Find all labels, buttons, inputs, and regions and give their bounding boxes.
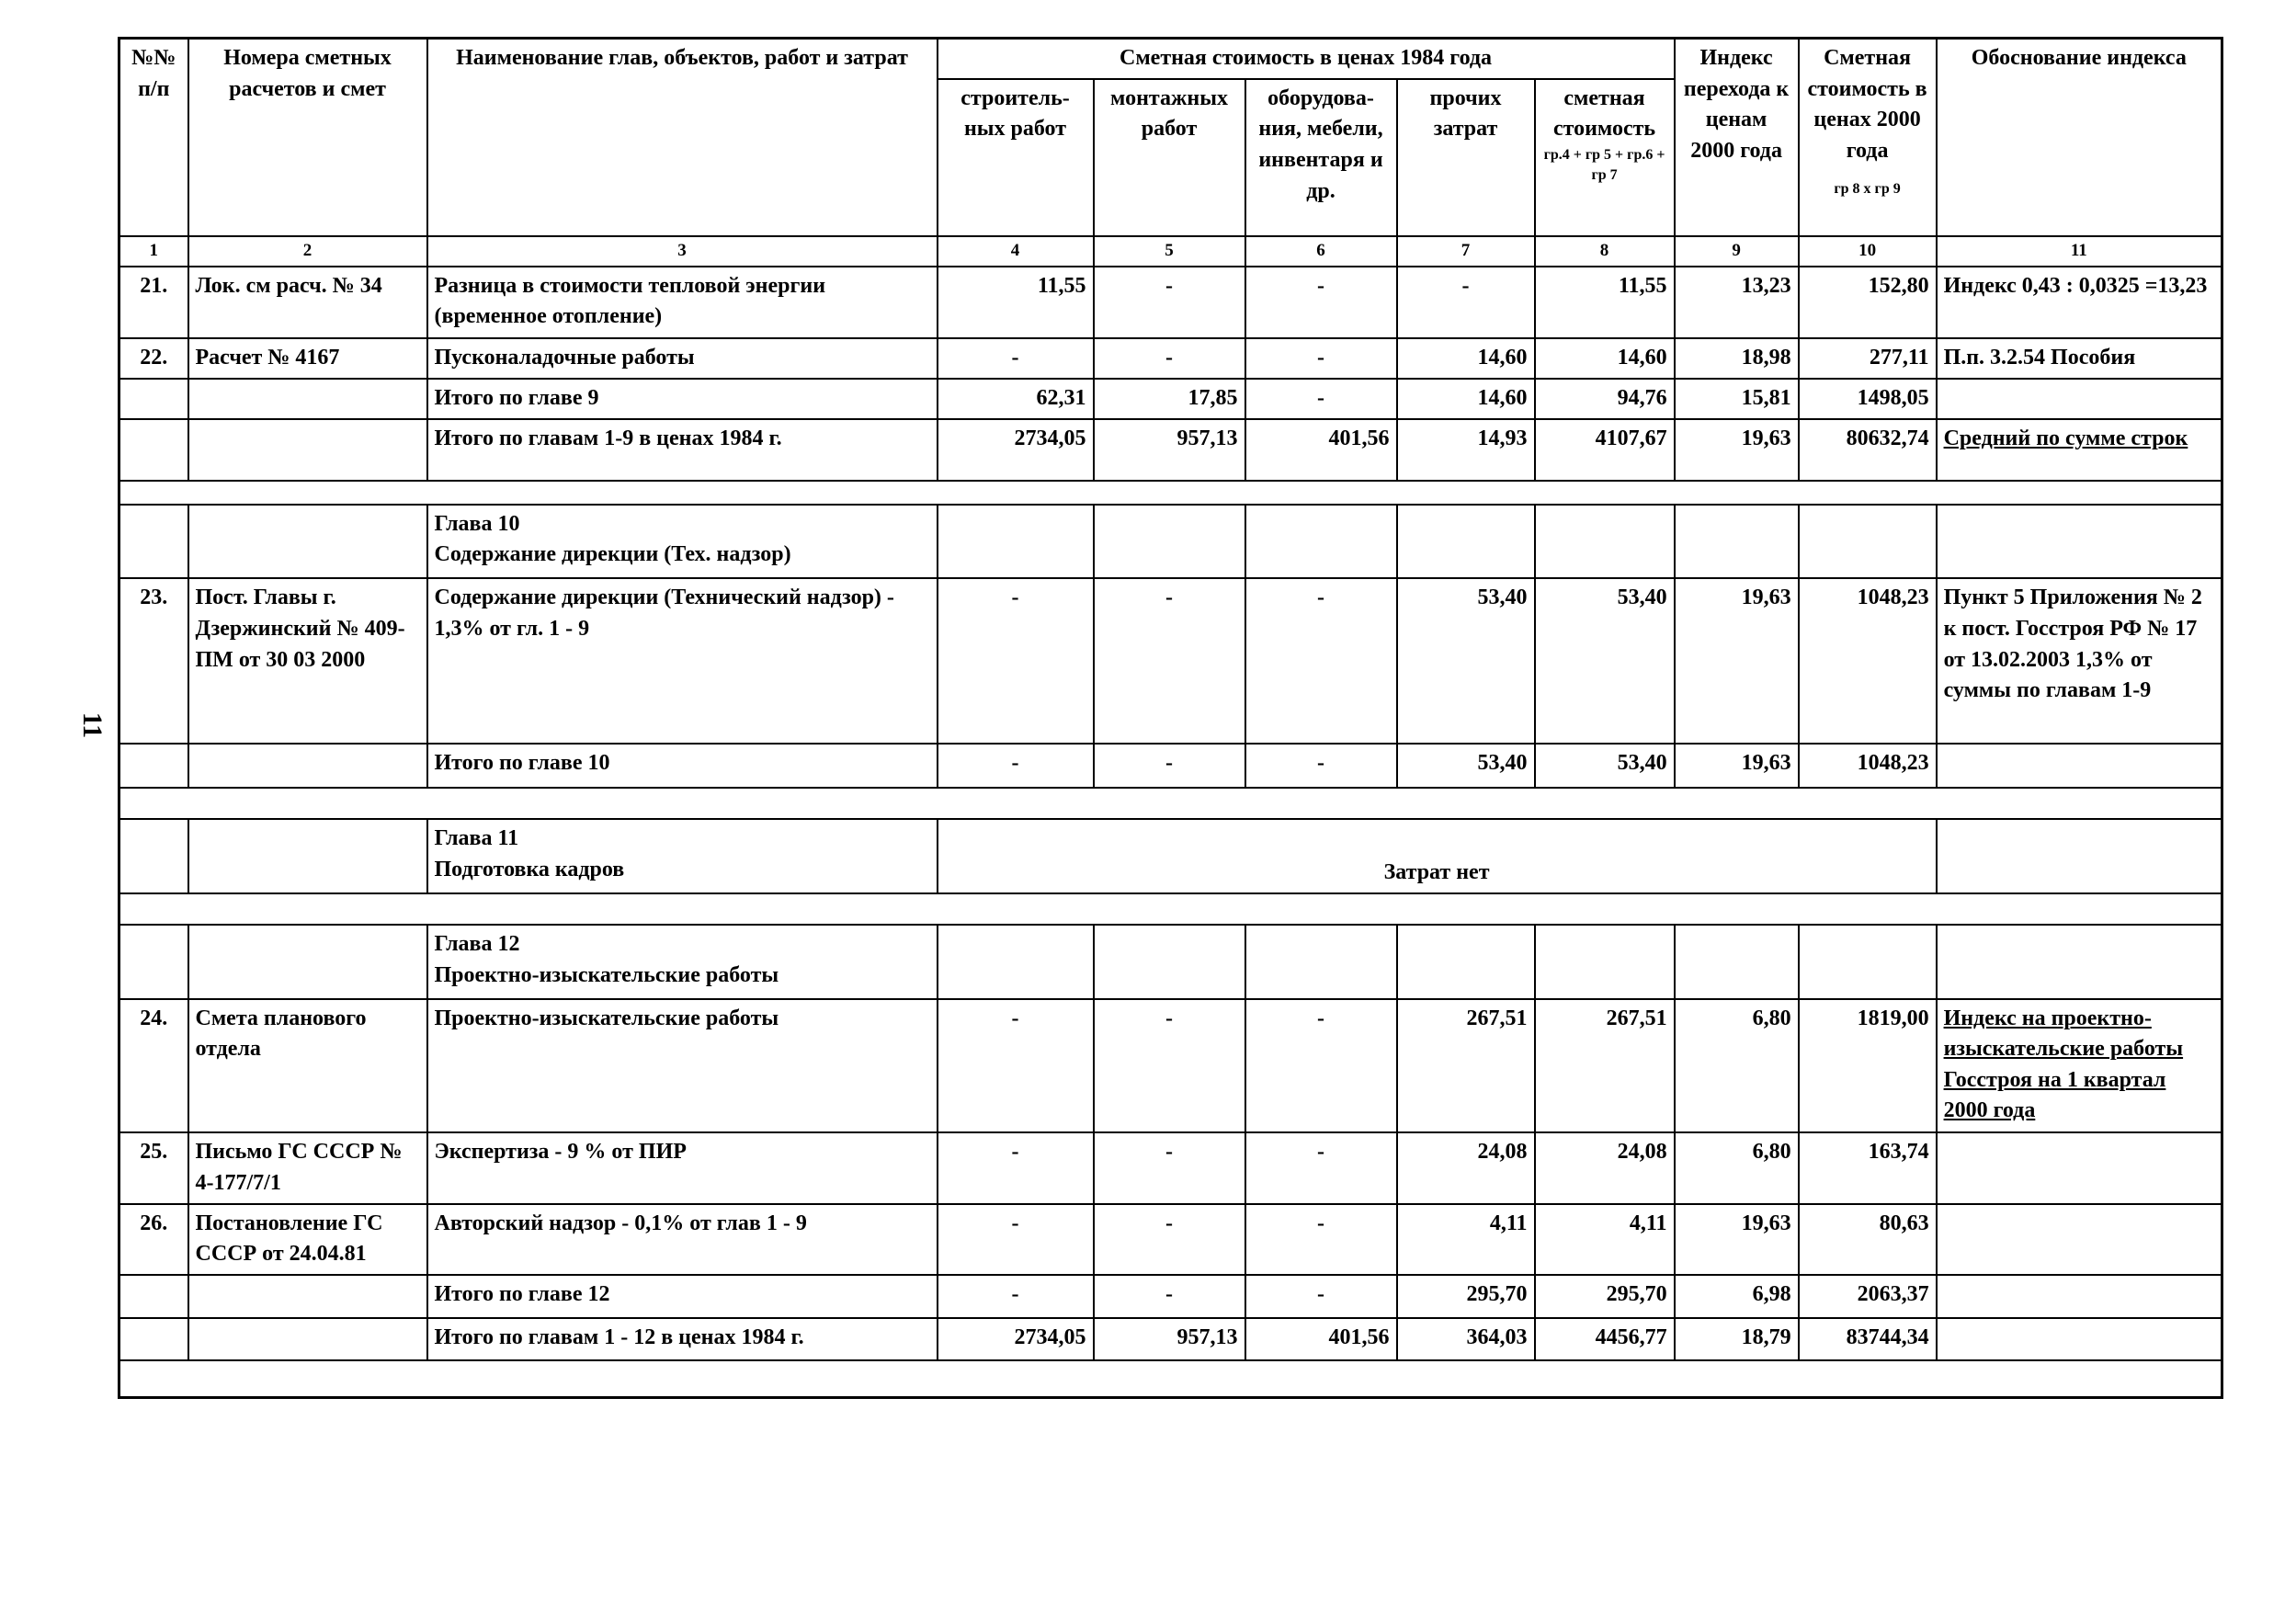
cell-equip: - — [1245, 578, 1397, 743]
empty-cell — [938, 505, 1094, 579]
cell-equip: - — [1245, 267, 1397, 338]
table-row — [119, 338, 2222, 379]
cell-other: 295,70 — [1397, 1275, 1535, 1317]
row-gap — [119, 893, 2222, 925]
cell-mount: - — [1094, 1204, 1245, 1276]
cell-other: 4,11 — [1397, 1204, 1535, 1276]
row-calc: Пост. Главы г. Дзержинский № 409-ПМ от 30 03 2000 — [188, 578, 427, 743]
cell-other: 14,93 — [1397, 419, 1535, 480]
cell-build: - — [938, 1204, 1094, 1276]
empty-cell — [1675, 505, 1799, 579]
chapter-name: Содержание дирекции (Тех. надзор) — [434, 542, 791, 567]
empty-cell — [1799, 925, 1937, 999]
cell-other: 53,40 — [1397, 744, 1535, 788]
empty-cell — [1799, 505, 1937, 579]
row-calc: Постановление ГС СССР от 24.04.81 — [188, 1204, 427, 1276]
chapter-number: Глава 10 — [434, 511, 520, 536]
table-row — [119, 1204, 2222, 1276]
header-mount: монтажных работ — [1094, 79, 1245, 236]
header-basis: Обоснование индекса — [1937, 39, 2222, 237]
cell-cost2000: 163,74 — [1799, 1132, 1937, 1204]
row-name: Итого по главе 10 — [427, 744, 938, 788]
empty-cell — [1937, 505, 2222, 579]
row-name: Пусконаладочные работы — [427, 338, 938, 379]
cell-mount: 957,13 — [1094, 1318, 1245, 1360]
row-num: 24. — [119, 999, 188, 1132]
empty-cell — [1245, 505, 1397, 579]
empty-cell — [1937, 819, 2222, 893]
cell-build: 11,55 — [938, 267, 1094, 338]
empty-cell — [1094, 925, 1245, 999]
cell-equip: - — [1245, 744, 1397, 788]
cell-equip: - — [1245, 1275, 1397, 1317]
cell-equip: 401,56 — [1245, 419, 1397, 480]
cell-index: 19,63 — [1675, 419, 1799, 480]
cell-total: 295,70 — [1535, 1275, 1675, 1317]
cell-index: 15,81 — [1675, 379, 1799, 419]
cell-total: 24,08 — [1535, 1132, 1675, 1204]
header-build: строитель-ных работ — [938, 79, 1094, 236]
cell-cost2000: 152,80 — [1799, 267, 1937, 338]
row-gap — [119, 481, 2222, 505]
colnum-5: 5 — [1094, 236, 1245, 267]
row-num: 25. — [119, 1132, 188, 1204]
empty-cell — [188, 419, 427, 480]
cell-cost2000: 1498,05 — [1799, 379, 1937, 419]
cell-mount: - — [1094, 1275, 1245, 1317]
row-name: Авторский надзор - 0,1% от глав 1 - 9 — [427, 1204, 938, 1276]
header-calc: Номера сметных расчетов и смет — [188, 39, 427, 237]
total-row — [119, 744, 2222, 788]
empty-cell — [1535, 925, 1675, 999]
chapter-title — [427, 925, 938, 999]
row-name: Итого по главе 12 — [427, 1275, 938, 1317]
cell-total: 267,51 — [1535, 999, 1675, 1132]
cell-total: 53,40 — [1535, 744, 1675, 788]
row-gap — [119, 1360, 2222, 1397]
chapter-row — [119, 505, 2222, 579]
cell-basis: П.п. 3.2.54 Пособия — [1937, 338, 2222, 379]
chapter-name: Проектно-изыскательские работы — [434, 962, 779, 987]
cell-build: - — [938, 999, 1094, 1132]
cell-other: 24,08 — [1397, 1132, 1535, 1204]
cell-build: - — [938, 338, 1094, 379]
cell-equip: - — [1245, 338, 1397, 379]
page-number: 11 — [77, 711, 108, 739]
cell-cost2000: 83744,34 — [1799, 1318, 1937, 1360]
empty-cell — [119, 1275, 188, 1317]
cell-equip: - — [1245, 379, 1397, 419]
colnum-8: 8 — [1535, 236, 1675, 267]
chapter-row — [119, 819, 2222, 893]
empty-cell — [1937, 925, 2222, 999]
cell-equip: - — [1245, 1132, 1397, 1204]
cell-other: 14,60 — [1397, 379, 1535, 419]
cell-other: 53,40 — [1397, 578, 1535, 743]
cell-basis — [1937, 1204, 2222, 1276]
header-other: прочих затрат — [1397, 79, 1535, 236]
cell-index: 19,63 — [1675, 1204, 1799, 1276]
chapter-number: Глава 11 — [434, 826, 519, 851]
row-name: Итого по главе 9 — [427, 379, 938, 419]
cell-build: - — [938, 744, 1094, 788]
empty-cell — [1937, 1275, 2222, 1317]
total-row — [119, 1275, 2222, 1317]
row-num: 21. — [119, 267, 188, 338]
empty-cell — [188, 819, 427, 893]
row-name: Проектно-изыскательские работы — [427, 999, 938, 1132]
row-gap — [119, 788, 2222, 819]
cell-basis — [1937, 1132, 2222, 1204]
empty-cell — [1937, 744, 2222, 788]
table-row — [119, 267, 2222, 338]
cell-mount: - — [1094, 267, 1245, 338]
cell-cost2000: 80632,74 — [1799, 419, 1937, 480]
cell-basis: Пункт 5 Приложения № 2 к пост. Госстроя РФ № 17 от 13.02.2003 1,3% от суммы по главам 1-9 — [1937, 578, 2222, 743]
header-num: №№ п/п — [119, 39, 188, 237]
chapter-number: Глава 12 — [434, 932, 520, 956]
header-cost2000 — [1799, 39, 1937, 237]
cell-index: 19,63 — [1675, 578, 1799, 743]
cell-total: 94,76 — [1535, 379, 1675, 419]
chapter-title — [427, 819, 938, 893]
cell-build: - — [938, 1132, 1094, 1204]
table-row — [119, 999, 2222, 1132]
cell-equip: - — [1245, 1204, 1397, 1276]
cell-mount: - — [1094, 578, 1245, 743]
empty-cell — [1245, 925, 1397, 999]
no-costs-note: Затрат нет — [938, 819, 1937, 893]
empty-cell — [119, 379, 188, 419]
cell-build: 2734,05 — [938, 1318, 1094, 1360]
cell-total: 11,55 — [1535, 267, 1675, 338]
cell-other: 267,51 — [1397, 999, 1535, 1132]
table-row — [119, 1132, 2222, 1204]
cell-other: 364,03 — [1397, 1318, 1535, 1360]
total-row — [119, 419, 2222, 480]
empty-cell — [119, 925, 188, 999]
empty-cell — [1937, 1318, 2222, 1360]
cell-cost2000: 2063,37 — [1799, 1275, 1937, 1317]
chapter-name: Подготовка кадров — [434, 857, 625, 881]
cell-mount: - — [1094, 1132, 1245, 1204]
row-name: Экспертиза - 9 % от ПИР — [427, 1132, 938, 1204]
colnum-9: 9 — [1675, 236, 1799, 267]
header-total-label: сметная стоимость — [1552, 85, 1656, 142]
empty-cell — [188, 925, 427, 999]
cell-mount: - — [1094, 338, 1245, 379]
total-row — [119, 1318, 2222, 1360]
cell-build: - — [938, 1275, 1094, 1317]
empty-cell — [188, 379, 427, 419]
header-group-1984: Сметная стоимость в ценах 1984 года — [938, 39, 1675, 79]
row-calc: Письмо ГС СССР № 4-177/7/1 — [188, 1132, 427, 1204]
row-num: 23. — [119, 578, 188, 743]
empty-cell — [1094, 505, 1245, 579]
row-name: Разница в стоимости тепловой энергии (временное отопление) — [427, 267, 938, 338]
cell-total: 53,40 — [1535, 578, 1675, 743]
empty-cell — [188, 1318, 427, 1360]
colnum-2: 2 — [188, 236, 427, 267]
header-cost2000-formula: гр 8 х гр 9 — [1834, 181, 1901, 198]
row-calc: Расчет № 4167 — [188, 338, 427, 379]
row-num: 26. — [119, 1204, 188, 1276]
colnum-10: 10 — [1799, 236, 1937, 267]
cell-cost2000: 277,11 — [1799, 338, 1937, 379]
cell-equip: 401,56 — [1245, 1318, 1397, 1360]
empty-cell — [188, 744, 427, 788]
cell-index: 13,23 — [1675, 267, 1799, 338]
cell-mount: 17,85 — [1094, 379, 1245, 419]
header-cost2000-label: Сметная стоимость в ценах 2000 года — [1807, 46, 1927, 163]
cell-cost2000: 1048,23 — [1799, 744, 1937, 788]
cell-build: - — [938, 578, 1094, 743]
empty-cell — [119, 419, 188, 480]
row-calc: Смета планового отдела — [188, 999, 427, 1132]
chapter-row — [119, 925, 2222, 999]
header-index: Индекс перехода к ценам 2000 года — [1675, 39, 1799, 237]
estimate-table — [118, 37, 2223, 1399]
cell-index: 6,80 — [1675, 999, 1799, 1132]
empty-cell — [1397, 505, 1535, 579]
colnum-7: 7 — [1397, 236, 1535, 267]
cell-basis: Индекс 0,43 : 0,0325 =13,23 — [1937, 267, 2222, 338]
cell-mount: - — [1094, 999, 1245, 1132]
cell-total: 4107,67 — [1535, 419, 1675, 480]
colnum-3: 3 — [427, 236, 938, 267]
cell-other: 14,60 — [1397, 338, 1535, 379]
cell-mount: 957,13 — [1094, 419, 1245, 480]
cell-total: 4456,77 — [1535, 1318, 1675, 1360]
empty-cell — [119, 1318, 188, 1360]
row-num: 22. — [119, 338, 188, 379]
header-total — [1535, 79, 1675, 236]
cell-index: 18,79 — [1675, 1318, 1799, 1360]
empty-cell — [1937, 379, 2222, 419]
cell-total: 4,11 — [1535, 1204, 1675, 1276]
cell-cost2000: 1819,00 — [1799, 999, 1937, 1132]
row-name: Содержание дирекции (Технический надзор) - 1,3% от гл. 1 - 9 — [427, 578, 938, 743]
cell-build: 62,31 — [938, 379, 1094, 419]
empty-cell — [188, 1275, 427, 1317]
cell-build: 2734,05 — [938, 419, 1094, 480]
cell-mount: - — [1094, 744, 1245, 788]
chapter-title — [427, 505, 938, 579]
cell-cost2000: 1048,23 — [1799, 578, 1937, 743]
empty-cell — [1535, 505, 1675, 579]
empty-cell — [119, 505, 188, 579]
cell-basis: Индекс на проектно-изыскательские работы Госстроя на 1 квартал 2000 года — [1937, 999, 2222, 1132]
table-row — [119, 578, 2222, 743]
cell-index: 6,80 — [1675, 1132, 1799, 1204]
empty-cell — [119, 744, 188, 788]
empty-cell — [1397, 925, 1535, 999]
total-row — [119, 379, 2222, 419]
colnum-11: 11 — [1937, 236, 2222, 267]
row-calc: Лок. см расч. № 34 — [188, 267, 427, 338]
empty-cell — [938, 925, 1094, 999]
colnum-4: 4 — [938, 236, 1094, 267]
colnum-1: 1 — [119, 236, 188, 267]
cell-total: 14,60 — [1535, 338, 1675, 379]
cell-index: 18,98 — [1675, 338, 1799, 379]
cell-equip: - — [1245, 999, 1397, 1132]
cell-basis: Средний по сумме строк — [1937, 419, 2222, 480]
header-name: Наименование глав, объектов, работ и затрат — [427, 39, 938, 237]
colnum-6: 6 — [1245, 236, 1397, 267]
cell-index: 6,98 — [1675, 1275, 1799, 1317]
header-total-formula: гр.4 + гр 5 + гр.6 + гр 7 — [1543, 147, 1665, 184]
empty-cell — [119, 819, 188, 893]
cell-index: 19,63 — [1675, 744, 1799, 788]
cell-cost2000: 80,63 — [1799, 1204, 1937, 1276]
empty-cell — [1675, 925, 1799, 999]
cell-other: - — [1397, 267, 1535, 338]
row-name: Итого по главам 1-9 в ценах 1984 г. — [427, 419, 938, 480]
empty-cell — [188, 505, 427, 579]
header-equip: оборудова-ния, мебели, инвентаря и др. — [1245, 79, 1397, 236]
row-name: Итого по главам 1 - 12 в ценах 1984 г. — [427, 1318, 938, 1360]
